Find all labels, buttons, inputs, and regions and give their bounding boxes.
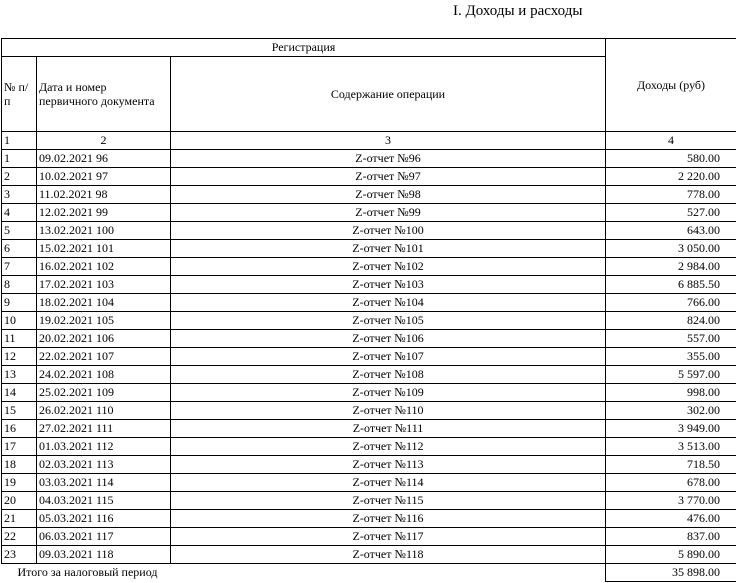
table-row [2, 474, 736, 492]
row-income: 6 885.50 [606, 276, 736, 294]
row-income: 5 597.00 [606, 366, 736, 384]
column-number-3: 3 [171, 132, 606, 150]
row-income: 3 949.00 [606, 420, 736, 438]
row-number: 18 [2, 456, 37, 474]
row-number: 10 [2, 312, 37, 330]
row-number: 20 [2, 492, 37, 510]
row-operation: Z-отчет №116 [171, 510, 606, 528]
row-number: 15 [2, 402, 37, 420]
row-number: 23 [2, 546, 37, 564]
row-operation: Z-отчет №99 [171, 204, 606, 222]
table-row [2, 240, 736, 258]
row-document: 09.03.2021 118 [37, 546, 171, 564]
table-row [2, 438, 736, 456]
row-number: 8 [2, 276, 37, 294]
row-number: 11 [2, 330, 37, 348]
row-operation: Z-отчет №103 [171, 276, 606, 294]
table-row [2, 330, 736, 348]
total-row [2, 564, 736, 582]
row-document: 24.02.2021 108 [37, 366, 171, 384]
row-document: 18.02.2021 104 [37, 294, 171, 312]
row-number: 2 [2, 168, 37, 186]
column-number-2: 2 [37, 132, 171, 150]
table-row [2, 168, 736, 186]
row-income: 2 220.00 [606, 168, 736, 186]
row-number: 14 [2, 384, 37, 402]
row-document: 05.03.2021 116 [37, 510, 171, 528]
total-label: Итого за налоговый период [2, 564, 606, 582]
row-operation: Z-отчет №106 [171, 330, 606, 348]
row-document: 20.02.2021 106 [37, 330, 171, 348]
page-title: I. Доходы и расходы [453, 3, 583, 19]
row-operation: Z-отчет №104 [171, 294, 606, 312]
row-income: 643.00 [606, 222, 736, 240]
row-number: 21 [2, 510, 37, 528]
table-row [2, 402, 736, 420]
row-income: 824.00 [606, 312, 736, 330]
row-document: 13.02.2021 100 [37, 222, 171, 240]
registration-header: Регистрация [2, 39, 606, 57]
row-document: 17.02.2021 103 [37, 276, 171, 294]
row-document: 10.02.2021 97 [37, 168, 171, 186]
table-row [2, 366, 736, 384]
row-document: 25.02.2021 109 [37, 384, 171, 402]
row-income: 837.00 [606, 528, 736, 546]
row-number: 9 [2, 294, 37, 312]
row-operation: Z-отчет №107 [171, 348, 606, 366]
table-row [2, 186, 736, 204]
row-operation: Z-отчет №113 [171, 456, 606, 474]
table-row [2, 348, 736, 366]
row-number: 6 [2, 240, 37, 258]
row-income: 718.50 [606, 456, 736, 474]
row-income: 3 513.00 [606, 438, 736, 456]
row-document: 26.02.2021 110 [37, 402, 171, 420]
table-row [2, 204, 736, 222]
row-income: 527.00 [606, 204, 736, 222]
row-document: 01.03.2021 112 [37, 438, 171, 456]
row-income: 778.00 [606, 186, 736, 204]
column-number-4: 4 [606, 132, 736, 150]
row-number: 1 [2, 150, 37, 168]
row-operation: Z-отчет №112 [171, 438, 606, 456]
row-income: 355.00 [606, 348, 736, 366]
row-document: 16.02.2021 102 [37, 258, 171, 276]
row-operation: Z-отчет №108 [171, 366, 606, 384]
row-number: 19 [2, 474, 37, 492]
row-operation: Z-отчет №97 [171, 168, 606, 186]
table-row [2, 510, 736, 528]
row-number: 5 [2, 222, 37, 240]
table-row [2, 222, 736, 240]
row-income: 3 770.00 [606, 492, 736, 510]
row-document: 03.03.2021 114 [37, 474, 171, 492]
income-column-header: Доходы (руб) [606, 39, 736, 132]
column-number-row [2, 132, 736, 150]
row-document: 22.02.2021 107 [37, 348, 171, 366]
row-income: 557.00 [606, 330, 736, 348]
table-row [2, 276, 736, 294]
row-income: 5 890.00 [606, 546, 736, 564]
row-operation: Z-отчет №96 [171, 150, 606, 168]
row-number: 16 [2, 420, 37, 438]
table-row [2, 312, 736, 330]
row-income: 3 050.00 [606, 240, 736, 258]
row-income: 678.00 [606, 474, 736, 492]
row-income: 302.00 [606, 402, 736, 420]
column-number-1: 1 [2, 132, 37, 150]
table-row [2, 294, 736, 312]
row-operation: Z-отчет №100 [171, 222, 606, 240]
table-row [2, 150, 736, 168]
row-number: 12 [2, 348, 37, 366]
table-row [2, 258, 736, 276]
row-operation: Z-отчет №110 [171, 402, 606, 420]
row-income: 476.00 [606, 510, 736, 528]
table-row [2, 528, 736, 546]
row-document: 15.02.2021 101 [37, 240, 171, 258]
row-document: 11.02.2021 98 [37, 186, 171, 204]
row-operation: Z-отчет №117 [171, 528, 606, 546]
row-document: 09.02.2021 96 [37, 150, 171, 168]
row-document: 02.03.2021 113 [37, 456, 171, 474]
row-operation: Z-отчет №101 [171, 240, 606, 258]
row-operation: Z-отчет №114 [171, 474, 606, 492]
table-row [2, 420, 736, 438]
row-number: 22 [2, 528, 37, 546]
document-column-header: Дата и номер первичного документа [37, 57, 171, 132]
row-document: 06.03.2021 117 [37, 528, 171, 546]
number-column-header: № п/п [2, 57, 37, 132]
row-operation: Z-отчет №98 [171, 186, 606, 204]
row-number: 13 [2, 366, 37, 384]
row-document: 19.02.2021 105 [37, 312, 171, 330]
row-number: 3 [2, 186, 37, 204]
row-operation: Z-отчет №102 [171, 258, 606, 276]
row-income: 2 984.00 [606, 258, 736, 276]
row-operation: Z-отчет №109 [171, 384, 606, 402]
table-row [2, 456, 736, 474]
row-operation: Z-отчет №115 [171, 492, 606, 510]
row-document: 27.02.2021 111 [37, 420, 171, 438]
row-document: 04.03.2021 115 [37, 492, 171, 510]
row-number: 17 [2, 438, 37, 456]
row-number: 4 [2, 204, 37, 222]
row-income: 766.00 [606, 294, 736, 312]
content-column-header: Содержание операции [171, 57, 606, 132]
row-number: 7 [2, 258, 37, 276]
table-row [2, 546, 736, 564]
row-operation: Z-отчет №118 [171, 546, 606, 564]
row-income: 580.00 [606, 150, 736, 168]
header-row-registration [2, 39, 736, 57]
row-income: 998.00 [606, 384, 736, 402]
row-operation: Z-отчет №111 [171, 420, 606, 438]
row-operation: Z-отчет №105 [171, 312, 606, 330]
row-document: 12.02.2021 99 [37, 204, 171, 222]
income-ledger-table [1, 38, 736, 582]
table-row [2, 492, 736, 510]
table-row [2, 384, 736, 402]
total-value: 35 898.00 [606, 564, 736, 582]
